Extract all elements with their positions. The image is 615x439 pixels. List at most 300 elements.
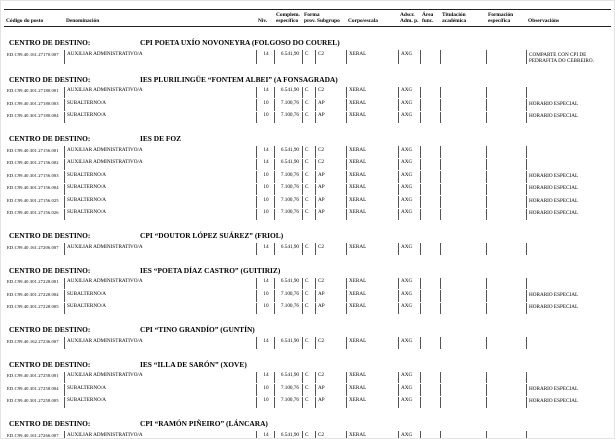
cell-codigo: ED.C99.40.301.27228.004 — [7, 291, 59, 297]
cell-corpo: XERAL — [346, 159, 398, 171]
cell-area — [420, 159, 440, 171]
header-label-bottom: específico — [276, 18, 299, 25]
cell-titulacion — [440, 184, 486, 196]
header-label-top: Formación — [488, 12, 514, 18]
cell-titulacion — [440, 372, 486, 384]
cell-niv: 14 — [256, 50, 274, 64]
cell-forma: C — [302, 278, 315, 290]
cell-codigo: ED.C99.40.301.27180.003 — [7, 100, 59, 106]
cell-denominacion: SUBALTERNO/A — [64, 184, 256, 196]
cell-denominacion: AUXILIAR ADMINISTRATIVO/A — [64, 243, 256, 255]
table-row — [4, 397, 611, 409]
cell-obs: HORARIO ESPECIAL — [526, 384, 613, 396]
header-cell-titulacion — [440, 12, 486, 24]
cell-forma: C — [302, 159, 315, 171]
table-row — [4, 50, 611, 64]
cell-titulacion — [440, 87, 486, 99]
cell-formacion — [486, 337, 526, 349]
centro-label: CENTRO DE DESTINO: — [9, 74, 91, 84]
cell-obs — [526, 372, 613, 384]
cell-formacion — [486, 397, 526, 409]
cell-forma: C — [302, 303, 315, 315]
cell-adscr: AXG — [398, 99, 420, 111]
cell-niv: 14 — [256, 146, 274, 158]
header-label-bottom: func. — [422, 18, 434, 25]
cell-obs: HORARIO ESPECIAL — [526, 196, 613, 208]
centro-label: CENTRO DE DESTINO: — [9, 134, 91, 144]
cell-formacion — [486, 290, 526, 302]
cell-forma: C — [302, 146, 315, 158]
cell-codigo: ED.C99.40.301.27156.001 — [7, 147, 59, 153]
cell-area — [420, 209, 440, 221]
centro-name: CPI “DOUTOR LÓPEZ SUÁREZ” (FRIOL) — [140, 231, 284, 241]
cell-obs — [526, 243, 613, 255]
header-label-top: Adscr. — [400, 12, 415, 18]
cell-adscr: AXG — [398, 372, 420, 384]
cell-area — [420, 397, 440, 409]
cell-adscr: AXG — [398, 303, 420, 315]
cell-denominacion: SUBALTERNO/A — [64, 196, 256, 208]
cell-corpo: XERAL — [346, 112, 398, 124]
cell-titulacion — [440, 337, 486, 349]
cell-denominacion: AUXILIAR ADMINISTRATIVO/A — [64, 87, 256, 99]
cell-denominacion: SUBALTERNO/A — [64, 112, 256, 124]
cell-forma: C — [302, 50, 315, 64]
cell-obs: COMPARTE CON CPI DE PEDRAFITA DO CEBREIRO. — [526, 50, 613, 64]
header-label-bottom: académica — [442, 18, 467, 25]
header-label-bottom: Adm. p. — [400, 18, 419, 25]
cell-denominacion: AUXILIAR ADMINISTRATIVO/A — [64, 278, 256, 290]
table-row — [4, 171, 611, 183]
cell-titulacion — [440, 303, 486, 315]
cell-corpo: XERAL — [346, 384, 398, 396]
cell-complem: 7.100,76 — [274, 209, 302, 221]
cell-niv: 10 — [256, 196, 274, 208]
cell-codigo: ED.C99.40.162.27236.007 — [7, 338, 59, 344]
header-label-bottom: prov. — [304, 18, 316, 25]
cell-adscr: AXG — [398, 196, 420, 208]
centro-label: CENTRO DE DESTINO: — [9, 38, 91, 48]
cell-corpo: XERAL — [346, 337, 398, 349]
table-row — [4, 112, 611, 124]
cell-niv: 14 — [256, 159, 274, 171]
cell-niv: 10 — [256, 397, 274, 409]
cell-area — [420, 290, 440, 302]
cell-obs: HORARIO ESPECIAL — [526, 209, 613, 221]
cell-titulacion — [440, 384, 486, 396]
centro-name: CPI “TINO GRANDÍO” (GUNTÍN) — [140, 325, 255, 335]
cell-corpo: XERAL — [346, 243, 398, 255]
header-label-top: Forma — [304, 12, 320, 18]
cell-denominacion: SUBALTERNO/A — [64, 171, 256, 183]
cell-subgrupo: C2 — [315, 243, 346, 255]
centro-name: IES PLURILINGÜE “FONTEM ALBEI” (A FONSAGRADA) — [140, 74, 338, 84]
cell-subgrupo: AP — [315, 384, 346, 396]
section-title — [4, 360, 611, 370]
section-title — [4, 419, 611, 429]
cell-forma: C — [302, 290, 315, 302]
cell-complem: 6.541,90 — [274, 146, 302, 158]
table-row — [4, 243, 611, 255]
cell-codigo: ED.C99.40.301.27156.003 — [7, 172, 59, 178]
cell-formacion — [486, 384, 526, 396]
cell-niv: 14 — [256, 337, 274, 349]
cell-area — [420, 384, 440, 396]
cell-complem: 7.100,76 — [274, 184, 302, 196]
cell-corpo: XERAL — [346, 397, 398, 409]
cell-obs — [526, 337, 613, 349]
cell-area — [420, 337, 440, 349]
cell-adscr: AXG — [398, 431, 420, 439]
cell-codigo: ED.C99.40.301.27258.004 — [7, 385, 59, 391]
table-row — [4, 278, 611, 290]
cell-corpo: XERAL — [346, 278, 398, 290]
header-cell-complem — [274, 12, 302, 24]
cell-codigo: ED.C99.40.301.27258.001 — [7, 373, 59, 379]
cell-corpo: XERAL — [346, 209, 398, 221]
header-label-bottom: Código do posto — [6, 18, 44, 25]
cell-corpo: XERAL — [346, 290, 398, 302]
table-row — [4, 337, 611, 349]
cell-formacion — [486, 372, 526, 384]
header-label-bottom: Subgrupo — [317, 18, 340, 25]
cell-codigo: ED.C99.40.161.27170.007 — [7, 51, 59, 57]
cell-corpo: XERAL — [346, 50, 398, 64]
centro-name: IES DE FOZ — [140, 134, 182, 144]
cell-complem: 6.541,90 — [274, 243, 302, 255]
table-row — [4, 146, 611, 158]
cell-forma: C — [302, 171, 315, 183]
cell-area — [420, 171, 440, 183]
cell-area — [420, 112, 440, 124]
cell-niv: 14 — [256, 372, 274, 384]
cell-titulacion — [440, 397, 486, 409]
header-label-top: Área — [422, 12, 434, 18]
cell-obs: HORARIO ESPECIAL — [526, 397, 613, 409]
table-row — [4, 384, 611, 396]
cell-niv: 10 — [256, 99, 274, 111]
centro-label: CENTRO DE DESTINO: — [9, 325, 91, 335]
cell-forma: C — [302, 243, 315, 255]
centro-label: CENTRO DE DESTINO: — [9, 265, 91, 275]
cell-area — [420, 99, 440, 111]
cell-corpo: XERAL — [346, 196, 398, 208]
cell-adscr: AXG — [398, 278, 420, 290]
cell-subgrupo: AP — [315, 99, 346, 111]
cell-corpo: XERAL — [346, 303, 398, 315]
cell-titulacion — [440, 159, 486, 171]
cell-formacion — [486, 50, 526, 64]
centro-label: CENTRO DE DESTINO: — [9, 359, 91, 369]
cell-complem: 6.541,90 — [274, 159, 302, 171]
cell-obs: HORARIO ESPECIAL — [526, 99, 613, 111]
cell-complem: 7.100,76 — [274, 171, 302, 183]
header-cell-obs — [526, 12, 613, 24]
cell-niv: 10 — [256, 290, 274, 302]
header-label-bottom: Niv. — [258, 18, 268, 25]
cell-niv: 14 — [256, 431, 274, 439]
cell-codigo: ED.C99.40.301.27156.002 — [7, 160, 59, 166]
cell-complem: 6.541,90 — [274, 337, 302, 349]
cell-formacion — [486, 303, 526, 315]
cell-subgrupo: C2 — [315, 159, 346, 171]
cell-niv: 10 — [256, 303, 274, 315]
cell-area — [420, 184, 440, 196]
cell-area — [420, 87, 440, 99]
header-cell-denominacion — [64, 12, 256, 24]
cell-niv: 10 — [256, 184, 274, 196]
cell-formacion — [486, 112, 526, 124]
cell-subgrupo: AP — [315, 290, 346, 302]
cell-area — [420, 278, 440, 290]
cell-denominacion: SUBALTERNO/A — [64, 397, 256, 409]
cell-obs — [526, 431, 613, 439]
section-title — [4, 75, 611, 85]
cell-obs: HORARIO ESPECIAL — [526, 112, 613, 124]
header-cell-codigo — [4, 12, 64, 24]
section — [4, 231, 611, 255]
cell-area — [420, 50, 440, 64]
table-row — [4, 87, 611, 99]
centro-name: IES “POETA DÍAZ CASTRO” (GUITIRIZ) — [140, 265, 281, 275]
section — [4, 38, 611, 64]
cell-obs — [526, 278, 613, 290]
cell-obs — [526, 159, 613, 171]
cell-niv: 14 — [256, 87, 274, 99]
cell-niv: 14 — [256, 278, 274, 290]
cell-forma: C — [302, 372, 315, 384]
centro-label: CENTRO DE DESTINO: — [9, 231, 91, 241]
cell-obs: HORARIO ESPECIAL — [526, 303, 613, 315]
section — [4, 134, 611, 220]
header-label-bottom: específica — [488, 18, 511, 25]
cell-formacion — [486, 278, 526, 290]
header-label-bottom: Denominación — [66, 18, 100, 25]
table-header — [4, 9, 611, 27]
cell-complem: 6.541,90 — [274, 372, 302, 384]
cell-titulacion — [440, 278, 486, 290]
cell-complem: 6.541,90 — [274, 278, 302, 290]
cell-formacion — [486, 184, 526, 196]
cell-subgrupo: AP — [315, 171, 346, 183]
cell-forma: C — [302, 337, 315, 349]
cell-subgrupo: AP — [315, 196, 346, 208]
cell-area — [420, 146, 440, 158]
centro-name: CPI POETA UXÍO NOVONEYRA (FOLGOSO DO COUREL) — [140, 38, 340, 48]
cell-corpo: XERAL — [346, 171, 398, 183]
cell-adscr: AXG — [398, 384, 420, 396]
centro-name: CPI “RAMÓN PIÑEIRO” (LÁNCARA) — [140, 419, 268, 429]
header-label-bottom: Observacións — [528, 18, 560, 25]
cell-complem: 6.541,90 — [274, 87, 302, 99]
cell-niv: 10 — [256, 112, 274, 124]
cell-complem: 6.541,90 — [274, 50, 302, 64]
cell-codigo: ED.C99.40.161.27206.007 — [7, 244, 59, 250]
header-cell-adscr — [398, 12, 420, 24]
table-row — [4, 159, 611, 171]
cell-obs — [526, 146, 613, 158]
cell-adscr: AXG — [398, 243, 420, 255]
header-cell-formacion — [486, 12, 526, 24]
cell-subgrupo: C2 — [315, 146, 346, 158]
cell-niv: 14 — [256, 243, 274, 255]
cell-subgrupo: AP — [315, 184, 346, 196]
cell-subgrupo: AP — [315, 209, 346, 221]
cell-corpo: XERAL — [346, 146, 398, 158]
cell-niv: 10 — [256, 171, 274, 183]
cell-subgrupo: C2 — [315, 337, 346, 349]
cell-denominacion: AUXILIAR ADMINISTRATIVO/A — [64, 337, 256, 349]
cell-codigo: ED.C99.40.301.27156.026 — [7, 210, 59, 216]
cell-complem: 7.100,76 — [274, 290, 302, 302]
cell-formacion — [486, 196, 526, 208]
table-row — [4, 372, 611, 384]
cell-forma: C — [302, 99, 315, 111]
header-cell-corpo — [346, 12, 398, 24]
cell-corpo: XERAL — [346, 372, 398, 384]
cell-forma: C — [302, 384, 315, 396]
section — [4, 419, 611, 439]
cell-adscr: AXG — [398, 209, 420, 221]
cell-subgrupo: AP — [315, 112, 346, 124]
cell-complem: 7.100,76 — [274, 99, 302, 111]
centro-name: IES “ILLA DE SARÓN” (XOVE) — [140, 359, 247, 369]
cell-subgrupo: C2 — [315, 278, 346, 290]
table-row — [4, 303, 611, 315]
cell-subgrupo: AP — [315, 397, 346, 409]
cell-formacion — [486, 243, 526, 255]
cell-formacion — [486, 159, 526, 171]
cell-forma: C — [302, 196, 315, 208]
cell-adscr: AXG — [398, 171, 420, 183]
cell-formacion — [486, 431, 526, 439]
cell-titulacion — [440, 50, 486, 64]
cell-titulacion — [440, 209, 486, 221]
header-cell-niv — [256, 12, 274, 24]
centro-label: CENTRO DE DESTINO: — [9, 419, 91, 429]
cell-forma: C — [302, 112, 315, 124]
cell-forma: C — [302, 184, 315, 196]
cell-corpo: XERAL — [346, 99, 398, 111]
cell-area — [420, 303, 440, 315]
cell-codigo: ED.C99.40.301.27156.004 — [7, 185, 59, 191]
header-cell-area — [420, 12, 440, 24]
cell-adscr: AXG — [398, 184, 420, 196]
cell-obs: HORARIO ESPECIAL — [526, 290, 613, 302]
cell-codigo: ED.C99.40.161.27266.007 — [7, 432, 59, 438]
cell-adscr: AXG — [398, 337, 420, 349]
cell-complem: 6.541,90 — [274, 431, 302, 439]
cell-corpo: XERAL — [346, 431, 398, 439]
cell-complem: 7.100,76 — [274, 112, 302, 124]
section — [4, 325, 611, 349]
cell-area — [420, 372, 440, 384]
section-title — [4, 38, 611, 48]
cell-codigo: ED.C99.40.301.27156.025 — [7, 197, 59, 203]
cell-titulacion — [440, 431, 486, 439]
cell-codigo: ED.C99.40.301.27228.001 — [7, 279, 59, 285]
cell-codigo: ED.C99.40.301.27258.005 — [7, 398, 59, 404]
cell-adscr: AXG — [398, 50, 420, 64]
cell-subgrupo: C2 — [315, 50, 346, 64]
cell-denominacion: SUBALTERNO/A — [64, 209, 256, 221]
cell-adscr: AXG — [398, 159, 420, 171]
header-cell-subgrupo — [315, 12, 346, 24]
cell-denominacion: SUBALTERNO/A — [64, 290, 256, 302]
cell-denominacion: SUBALTERNO/A — [64, 384, 256, 396]
cell-adscr: AXG — [398, 112, 420, 124]
cell-formacion — [486, 99, 526, 111]
table-row — [4, 209, 611, 221]
cell-codigo: ED.C99.40.301.27228.005 — [7, 304, 59, 310]
cell-titulacion — [440, 196, 486, 208]
cell-obs — [526, 87, 613, 99]
cell-adscr: AXG — [398, 146, 420, 158]
header-label-top: Titulación — [442, 12, 466, 18]
cell-denominacion: AUXILIAR ADMINISTRATIVO/A — [64, 372, 256, 384]
cell-obs: HORARIO ESPECIAL — [526, 184, 613, 196]
cell-forma: C — [302, 87, 315, 99]
cell-titulacion — [440, 112, 486, 124]
section-title — [4, 231, 611, 241]
cell-forma: C — [302, 397, 315, 409]
cell-complem: 7.100,76 — [274, 196, 302, 208]
cell-subgrupo: C2 — [315, 431, 346, 439]
cell-corpo: XERAL — [346, 184, 398, 196]
cell-formacion — [486, 146, 526, 158]
table-body — [4, 38, 611, 439]
section — [4, 360, 611, 409]
cell-denominacion: SUBALTERNO/A — [64, 99, 256, 111]
section — [4, 266, 611, 315]
cell-corpo: XERAL — [346, 87, 398, 99]
cell-niv: 10 — [256, 384, 274, 396]
cell-titulacion — [440, 290, 486, 302]
cell-area — [420, 431, 440, 439]
cell-complem: 7.100,76 — [274, 384, 302, 396]
cell-denominacion: SUBALTERNO/A — [64, 303, 256, 315]
cell-obs: HORARIO ESPECIAL — [526, 171, 613, 183]
cell-codigo: ED.C99.40.301.27180.004 — [7, 113, 59, 119]
cell-formacion — [486, 87, 526, 99]
cell-titulacion — [440, 146, 486, 158]
cell-subgrupo: C2 — [315, 372, 346, 384]
section-title — [4, 325, 611, 335]
cell-formacion — [486, 171, 526, 183]
header-label-top: Complem. — [276, 12, 300, 18]
cell-titulacion — [440, 243, 486, 255]
cell-denominacion: AUXILIAR ADMINISTRATIVO/A — [64, 159, 256, 171]
cell-titulacion — [440, 99, 486, 111]
table-row — [4, 196, 611, 208]
cell-area — [420, 196, 440, 208]
cell-denominacion: AUXILIAR ADMINISTRATIVO/A — [64, 50, 256, 64]
section — [4, 75, 611, 124]
cell-formacion — [486, 209, 526, 221]
header-label-bottom: Corpo/escala — [348, 18, 378, 25]
cell-complem: 7.100,76 — [274, 397, 302, 409]
cell-titulacion — [440, 171, 486, 183]
table-row — [4, 431, 611, 439]
cell-adscr: AXG — [398, 397, 420, 409]
cell-area — [420, 243, 440, 255]
cell-subgrupo: C2 — [315, 87, 346, 99]
section-title — [4, 134, 611, 144]
table-row — [4, 184, 611, 196]
cell-adscr: AXG — [398, 87, 420, 99]
cell-subgrupo: AP — [315, 303, 346, 315]
cell-denominacion: AUXILIAR ADMINISTRATIVO/A — [64, 431, 256, 439]
